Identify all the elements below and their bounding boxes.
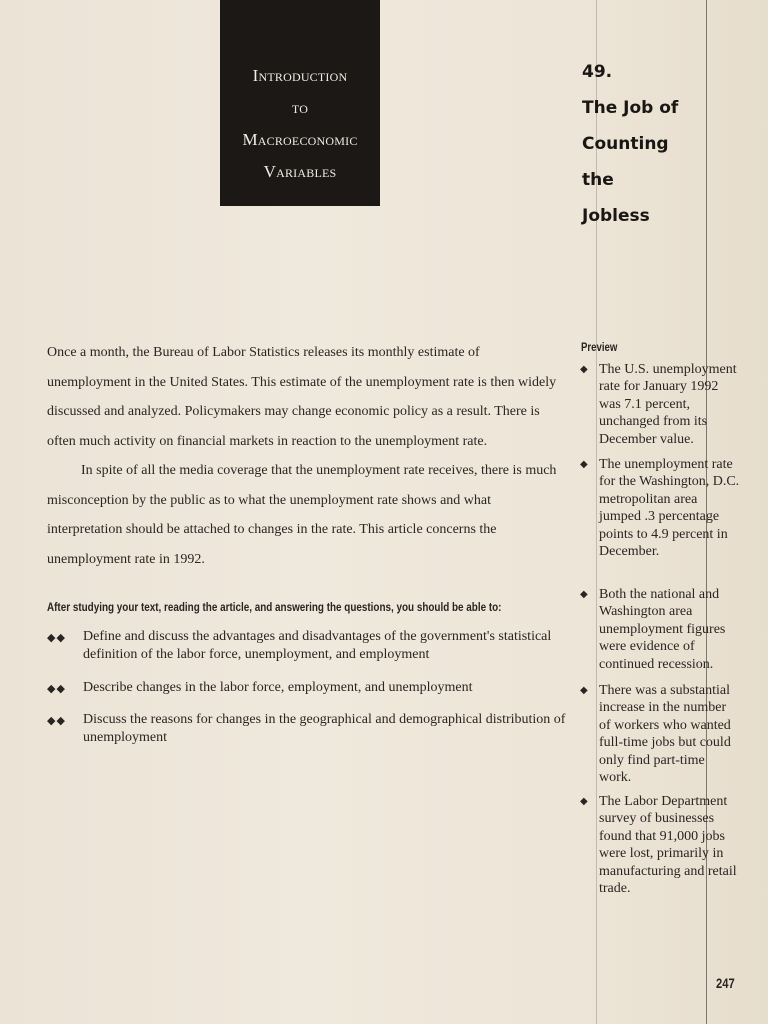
diamond-bullet-icon: ◆◆: [47, 683, 66, 695]
preview-item: [580, 793, 740, 897]
preview-item: [580, 361, 740, 448]
diamond-bullet-icon: ◆: [580, 589, 588, 600]
objective-text: Define and discuss the advantages and disadvantages of the government's statistical definition of the labor force, unemployment, and employment: [83, 629, 552, 662]
preview-text: Both the national and Washington area unemployment figures were evidence of continued recession.: [599, 587, 726, 672]
preview-text: There was a substantial increase in the number of workers who wanted full-time jobs but could only find part-time work.: [599, 683, 731, 786]
chapter-heading: [582, 54, 678, 234]
diamond-bullet-icon: ◆◆: [47, 632, 66, 644]
page-number: 247: [716, 975, 735, 991]
diamond-bullet-icon: ◆: [580, 364, 588, 375]
section-title-line: Introduction: [252, 66, 348, 85]
diamond-bullet-icon: ◆: [580, 796, 588, 807]
section-title-line: Variables: [263, 162, 337, 181]
diamond-bullet-icon: ◆: [580, 685, 588, 696]
chapter-title-line: The Job of: [582, 98, 679, 118]
intro-text: [47, 338, 557, 574]
diamond-bullet-icon: ◆: [580, 459, 588, 470]
section-title-line: to: [291, 98, 309, 117]
intro-paragraph: Once a month, the Bureau of Labor Statistics releases its monthly estimate of unemployment in the United States. This estimate of the unemployment rate is then widely discussed and analyzed. Policymakers may change economic policy as a result. There is often much activity on financial markets in reaction to the unemployment rate.: [47, 345, 557, 449]
section-title-line: Macroeconomic: [242, 130, 358, 149]
diamond-bullet-icon: ◆◆: [47, 715, 66, 727]
preview-item: [580, 682, 740, 786]
objective-item: [47, 628, 567, 664]
chapter-title-line: Counting: [582, 134, 669, 154]
objective-text: Discuss the reasons for changes in the geographical and demographical distribution of unemployment: [83, 712, 566, 745]
objective-text: Describe changes in the labor force, employment, and unemployment: [83, 680, 473, 695]
preview-text: The U.S. unemployment rate for January 1992 was 7.1 percent, unchanged from its December value.: [599, 362, 737, 447]
chapter-number: 49.: [582, 62, 613, 82]
chapter-title-line: the: [582, 170, 614, 190]
objectives-heading: After studying your text, reading the article, and answering the questions, you should be able to:: [47, 602, 502, 614]
objective-item: [47, 711, 567, 747]
objective-item: [47, 679, 567, 697]
intro-paragraph: In spite of all the media coverage that the unemployment rate receives, there is much misconception by the public as to what the unemployment rate shows and what interpretation should be attached to changes in the rate. This article concerns the unemployment rate in 1992.: [47, 463, 557, 567]
chapter-title-line: Jobless: [582, 206, 650, 226]
preview-item: [580, 586, 740, 673]
section-title-block: [220, 0, 380, 206]
preview-text: The unemployment rate for the Washington, D.C. metropolitan area jumped .3 percentage points to 4.9 percent in December.: [599, 457, 740, 560]
preview-text: The Labor Department survey of businesses found that 91,000 jobs were lost, primarily in manufacturing and retail trade.: [599, 794, 737, 897]
preview-item: [580, 456, 740, 560]
preview-heading: Preview: [581, 340, 618, 354]
